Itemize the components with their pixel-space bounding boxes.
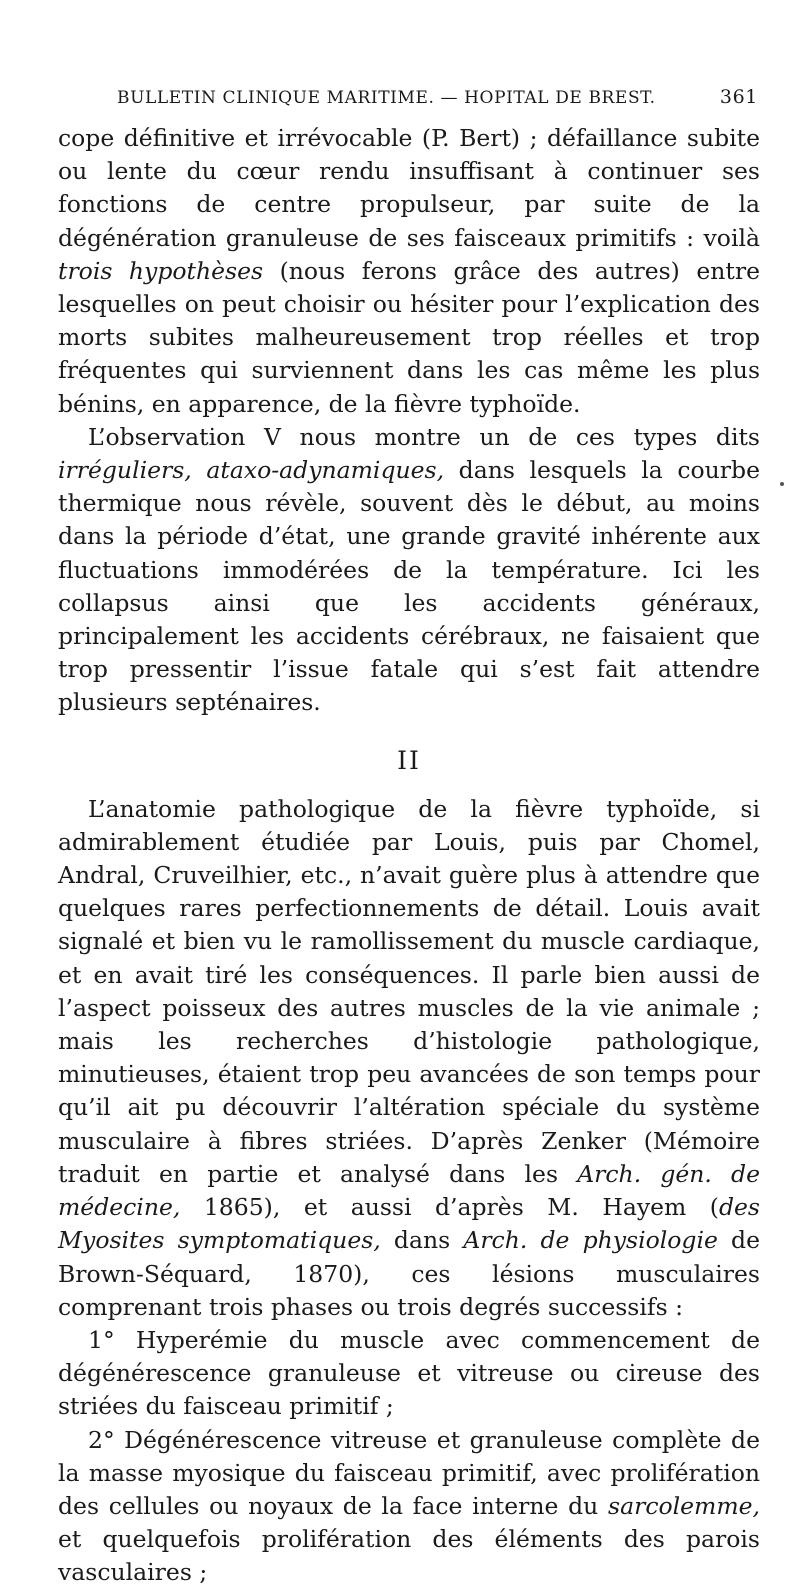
paragraph-anatomy — [58, 793, 760, 1324]
italic-run: sarcolemme, — [608, 1491, 760, 1520]
text-run: 2° Dégénérescence vitreuse et granuleuse complète de la masse myosique du faisceau primitif, avec prolifération des cellules ou noyaux de la face interne du — [58, 1425, 760, 1520]
text-run: L’observation V nous montre un de ces types dits — [88, 422, 760, 451]
text-run: de Brown-Séquard, 1870), ces lésions musculaires comprenant trois phases ou trois degrés successifs : — [58, 1226, 760, 1321]
italic-run: Arch. gén. de médecine, — [58, 1159, 760, 1222]
text-run: dans lesquels la courbe thermique nous révèle, souvent dès le début, au moins dans la période d’état, une grande gravité inhérente aux fluctuations immodérées de la température. Ici les collapsus ainsi que les accidents généraux, principalement les accidents cérébraux, ne faisaient que trop pressentir l’issue fatale qui s’est fait attendre plusieurs septénaires. — [58, 456, 760, 717]
body-text — [58, 122, 760, 1590]
text-run: 1° Hyperémie du muscle avec commencement de dégénérescence granuleuse et vitreuse ou cireuse des striées du faisceau primitif ; — [58, 1325, 760, 1421]
italic-run: trois hypothèses — [58, 256, 264, 285]
margin-dot — [780, 482, 784, 486]
page-header — [117, 86, 758, 108]
text-run: L’anatomie pathologique de la fièvre typhoïde, si admirablement étudiée par Louis, puis par Chomel, Andral, Cruveilhier, etc., n’avait guère plus à attendre que quelques rares perfectionnements de détail. Louis avait signalé et bien vu le ramollissement du muscle cardiaque, et en avait tiré les conséquences. Il parle bien aussi de l’aspect poisseux des autres muscles de la vie animale ; mais les recherches d’histologie pathologique, minutieuses, étaient trop peu avancées de son temps pour qu’il ait pu découvrir l’altération spéciale du système musculaire à fibres striées. D’après Zenker (Mémoire traduit en partie et analysé dans les — [58, 794, 760, 1188]
running-head: BULLETIN CLINIQUE MARITIME. — HOPITAL DE BREST. — [117, 88, 656, 108]
italic-run: Arch. de physiologie — [463, 1226, 718, 1255]
section-heading: II — [397, 745, 421, 775]
text-run: 1865), et aussi d’après M. Hayem ( — [180, 1193, 719, 1222]
text-run: (nous ferons grâce des autres) entre lesquelles on peut choisir ou hésiter pour l’explication des morts subites malheureusement trop réelles et trop fréquentes qui surviennent dans les cas même les plus bénins, en apparence, de la fièvre typhoïde. — [58, 256, 760, 418]
italic-run: des Myosites symptomatiques, — [58, 1193, 760, 1255]
page-number: 361 — [719, 86, 758, 108]
paragraph-observation — [58, 421, 760, 720]
list-item-2 — [58, 1424, 760, 1590]
italic-run: irréguliers, ataxo-adynamiques, — [58, 456, 445, 485]
list-item-1 — [58, 1324, 760, 1424]
paragraph-continuation — [58, 122, 760, 421]
text-run: cope définitive et irrévocable (P. Bert) ; défaillance subite ou lente du cœur rendu insuffisant à continuer ses fonctions de centre propulseur, par suite de la dégénération granuleuse de ses faisceaux primitifs : voilà — [58, 124, 760, 252]
text-run: et quelquefois prolifération des éléments des parois vasculaires ; — [58, 1525, 760, 1587]
text-run: dans — [380, 1226, 464, 1255]
